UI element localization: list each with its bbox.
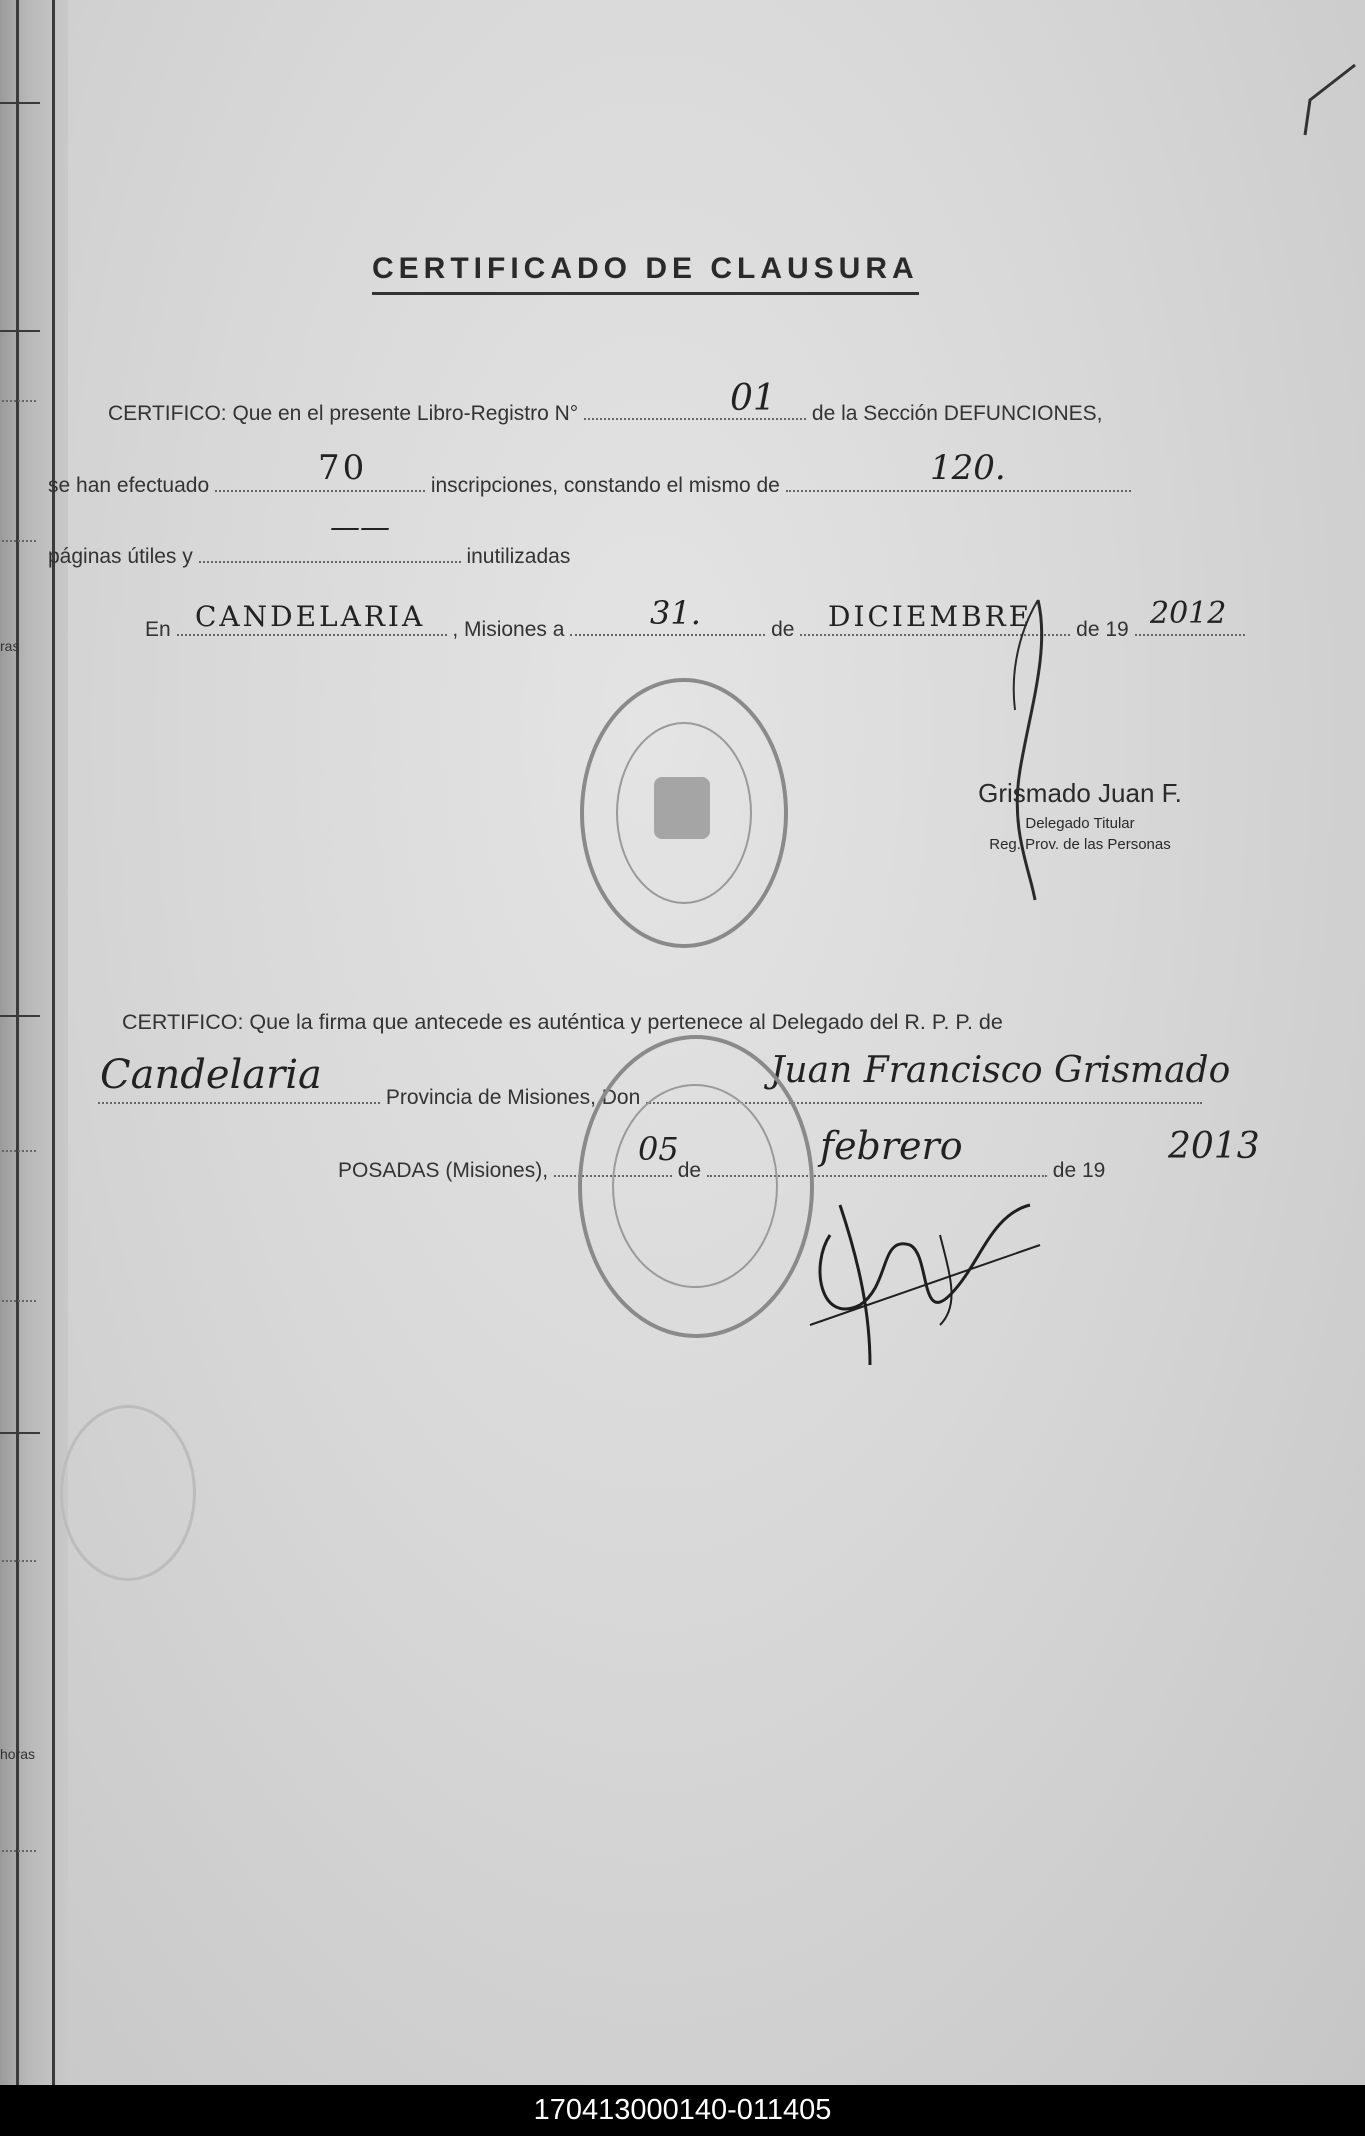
- margin-dots: [2, 1560, 36, 1562]
- anio2-handwritten: 2013: [1168, 1126, 1260, 1167]
- binding-rule: [0, 330, 40, 332]
- margin-dots: [2, 400, 36, 402]
- document-id-footer: 170413000140-011405: [0, 2085, 1365, 2136]
- certifico-line-4: CERTIFICO: Que la firma que antecede es auténtica y pertenece al Delegado del R. P. P. de: [122, 1010, 1003, 1034]
- inutilizadas-label: inutilizadas: [466, 545, 571, 568]
- localidad-handwritten: Candelaria: [100, 1052, 322, 1098]
- paginas-label: páginas útiles y: [48, 545, 193, 568]
- margin-dots: [2, 540, 36, 542]
- official-seal-stamp: [580, 678, 788, 948]
- binding-line: [52, 0, 55, 2085]
- mes2-handwritten: febrero: [820, 1124, 963, 1168]
- provincia-label: Provincia de Misiones, Don: [385, 1086, 641, 1109]
- margin-dots: [2, 1850, 36, 1852]
- libro-numero-handwritten: 01: [730, 378, 776, 419]
- signature-stroke-2: [800, 1175, 1050, 1375]
- faint-stamp-imprint: [60, 1405, 196, 1581]
- misiones-label: , Misiones a: [452, 618, 565, 641]
- de-label: de: [771, 618, 795, 641]
- efectuado-label: se han efectuado: [48, 474, 210, 497]
- inscripciones-label: inscripciones, constando el mismo de: [430, 474, 780, 497]
- certifico-prefix: CERTIFICO: Que en el presente Libro-Registro N°: [108, 402, 579, 425]
- left-binding-strip: [0, 0, 68, 2085]
- inscripciones-handwritten: 70: [318, 448, 368, 488]
- seal-inner-ring: [612, 1084, 778, 1288]
- seccion-label: de la Sección DEFUNCIONES,: [811, 402, 1103, 425]
- en-label: En: [145, 618, 171, 641]
- delegado-office: Reg. Prov. de las Personas: [989, 836, 1171, 853]
- binding-rule: [0, 1015, 40, 1017]
- signature-block-1: [965, 778, 1195, 853]
- coat-of-arms-emblem: [654, 777, 710, 839]
- document-title: CERTIFICADO DE CLAUSURA: [372, 252, 919, 295]
- lugar-handwritten: CANDELARIA: [195, 600, 426, 633]
- margin-word: horas: [0, 1746, 36, 1762]
- binding-rule: [0, 102, 40, 104]
- certifico-line-3: [48, 541, 570, 569]
- signature-stroke-1: [990, 590, 1070, 910]
- certifico-line-1: [108, 398, 1103, 426]
- paginas-handwritten: 120.: [930, 448, 1006, 488]
- direccion-seal-stamp: [578, 1035, 814, 1338]
- anio-handwritten: 2012: [1150, 596, 1227, 631]
- binding-line: [16, 0, 19, 2085]
- mes-handwritten: DICIEMBRE: [828, 600, 1033, 633]
- margin-word: ras: [0, 638, 20, 654]
- dia2-handwritten: 05: [638, 1130, 679, 1168]
- nombre-handwritten: Juan Francisco Grismado: [770, 1050, 1231, 1091]
- margin-dots: [2, 1150, 36, 1152]
- anio2-label: de 19: [1052, 1159, 1106, 1182]
- delegado-role: Delegado Titular: [1025, 815, 1135, 832]
- delegado-name: Grismado Juan F.: [978, 778, 1182, 808]
- posadas-label: POSADAS (Misiones),: [338, 1159, 549, 1182]
- dia-handwritten: 31.: [650, 594, 701, 632]
- binding-rule: [0, 1432, 40, 1434]
- margin-dots: [2, 1300, 36, 1302]
- anio-label: de 19: [1076, 618, 1129, 641]
- de2-label: de: [677, 1159, 702, 1182]
- corner-pen-mark: [1300, 60, 1360, 140]
- inutilizadas-handwritten: ——: [330, 510, 390, 545]
